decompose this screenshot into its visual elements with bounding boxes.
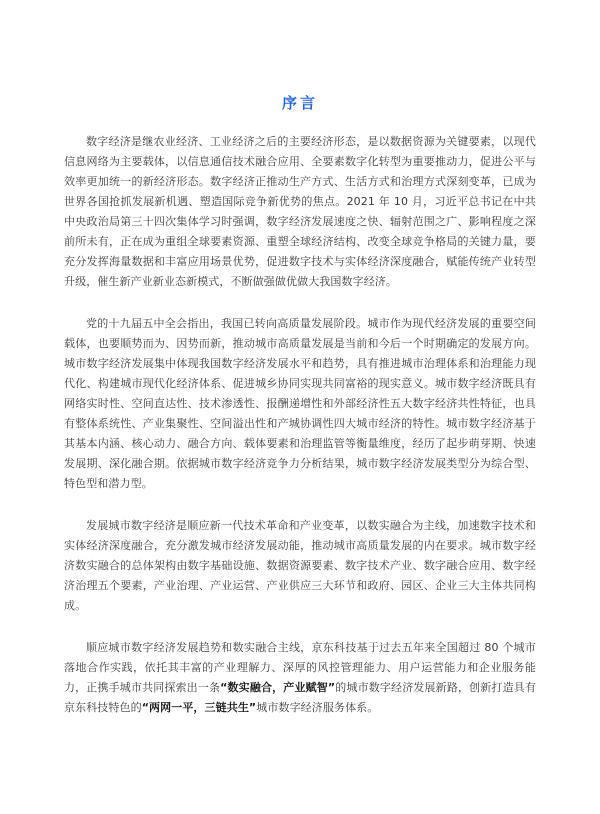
paragraph-1: 数字经济是继农业经济、工业经济之后的主要经济形态，是以数据资源为关键要素，以现代信息网络为主要载体，以信息通信技术融合应用、全要素数字化转型为重要推动力，促进公平与效率更加统一的新经济形态。数字经济正推动生产方式、生活方式和治理方式深刻变革，已成为世界各国抢抓发展新机遇、塑造国际竞争新优势的焦点。2021 年 10 月，习近平总书记在中共中央政治局第三十四次集体学习时强调，数字经济发展速度之快、辐射范围之广、影响程度之深前所未有，正在成为重组全球要素资源、重塑全球经济结构、改变全球竞争格局的关键力量，要充分发挥海量数据和丰富应用场景优势，促进数字技术与实体经济深度融合，赋能传统产业转型升级，催生新产业新业态新模式，不断做强做优做大我国数字经济。	[64, 135, 536, 288]
preface-body	[64, 132, 536, 718]
page-title: 序言	[281, 94, 318, 112]
paragraph-4-text-middle: 的城市数字经济发展新路，创新打造具有京东科技特色的	[64, 681, 536, 714]
paragraph-3: 发展城市数字经济是顺应新一代技术革命和产业变革，以数实融合为主线，加速数字技术和实体经济深度融合，充分激发城市经济发展动能，推动城市高质量发展的内在要求。城市数字经济数实融合的总体架构由数字基础设施、数据资源要素、数字技术产业、数字融合应用、数字经济治理五个要素，产业治理、产业运营、产业供应三大环节和政府、园区、企业三大主体共同构成。	[64, 519, 536, 612]
paragraph-4-text-before: 顺应城市数字经济发展趋势和数实融合主线，京东科技基于过去五年来全国超过 80 个城市落地合作实践，依托其丰富的产业理解力、深厚的风控管理能力、用户运营能力和企业服务能力，正携手城市共同探索出一条	[64, 641, 536, 694]
paragraph-4-text-after: 城市数字经济服务体系。	[256, 701, 379, 714]
paragraph-4	[64, 638, 536, 718]
paragraph-4-highlight-1: “数实融合，产业赋智”	[220, 681, 336, 694]
paragraph-2: 党的十九届五中全会指出，我国已转向高质量发展阶段。城市作为现代经济发展的重要空间载体，也要顺势而为、因势而新，推动城市高质量发展是当前和今后一个时期确定的发展方向。城市数字经济发展集中体现我国数字经济发展水平和趋势，具有推进城市治理体系和治理能力现代化、构建城市现代化经济体系、促进城乡协同实现共同富裕的现实意义。城市数字经济既具有网络实时性、空间直达性、技术渗透性、报酬递增性和外部经济性五大数字经济共性特征，也具有整体系统性、产业集聚性、空间溢出性和产城协调性四大城市经济的特性。城市数字经济基于其基本内涵、核心动力、融合方向、载体要素和治理监管等衡量维度，经历了起步萌芽期、快速发展期、深化融合期。依据城市数字经济竞争力分析结果，城市数字经济发展类型分为综合型、特色型和潜力型。	[64, 317, 536, 490]
paragraph-4-highlight-2: “两网一平，三链共生”	[141, 701, 257, 714]
